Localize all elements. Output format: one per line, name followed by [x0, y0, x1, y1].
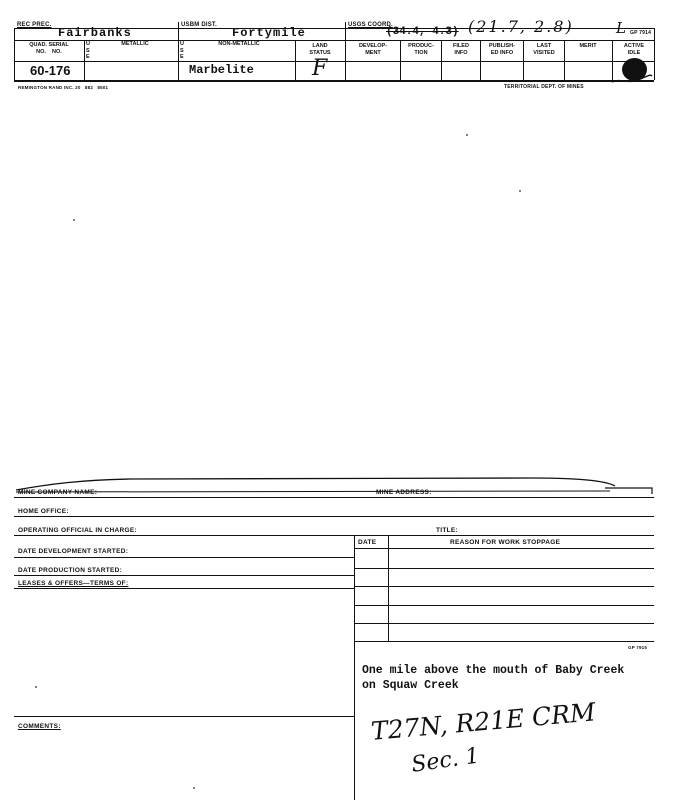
location-line-2: on Squaw Creek [362, 679, 459, 692]
stoppage-rule [354, 623, 654, 624]
speck [519, 190, 521, 192]
last-visited-label: LAST VISITED [533, 43, 555, 56]
dept-line: TERRITORIAL DEPT. OF MINES [504, 84, 584, 90]
coord-struck: (34.4, 4.3) [386, 26, 459, 38]
date-column-label: DATE [358, 539, 377, 546]
speck [466, 134, 468, 136]
leases-label: LEASES & OFFERS—TERMS OF: [18, 580, 129, 587]
divider [14, 28, 15, 80]
active-idle-label: ACTIVE IDLE [623, 43, 645, 56]
land-status-label: LAND STATUS [309, 43, 331, 56]
dev-started-label: DATE DEVELOPMENT STARTED: [18, 548, 129, 555]
divider [84, 40, 85, 80]
location-line-1: One mile above the mouth of Baby Creek [362, 664, 625, 677]
rule [14, 497, 654, 498]
published-info-label: PUBLISH- ED INFO [489, 43, 515, 56]
quad-serial-value: 60-176 [30, 63, 71, 78]
coord-handwritten: (21.7, 2.8) [468, 17, 574, 36]
nonmetallic-label: NON-METALLIC [218, 41, 260, 47]
corner-handwritten: L [616, 19, 626, 37]
metallic-label: METALLIC [121, 41, 149, 47]
divider [441, 40, 442, 80]
comments-rule [14, 716, 354, 717]
mine-company-label: MINE COMPANY NAME: [18, 489, 98, 496]
filed-info-label: FILED INFO [453, 43, 469, 56]
prod-started-label: DATE PRODUCTION STARTED: [18, 567, 123, 574]
bottom-rule [14, 80, 654, 82]
speck [193, 787, 195, 789]
rule [14, 575, 354, 576]
operating-official-label: OPERATING OFFICIAL IN CHARGE: [18, 527, 137, 534]
nonmetallic-value: Marbelite [189, 63, 254, 77]
top-form-number: GP 7914 [630, 30, 652, 36]
production-label: PRODUC- TION [408, 43, 434, 56]
rule [14, 535, 654, 536]
quad-serial-label: QUAD. SERIAL NO. NO. [29, 42, 69, 55]
speck [73, 219, 75, 221]
use-letters: U S E [86, 41, 90, 60]
usgs-coord-label: USGS COORD. [348, 22, 393, 28]
title-label: TITLE: [436, 527, 459, 534]
development-label: DEVELOP- MENT [358, 43, 388, 56]
stoppage-rule [354, 586, 654, 587]
stoppage-rule [354, 605, 654, 606]
speck [35, 686, 37, 688]
stoppage-rule [354, 548, 654, 549]
handwritten-location: T27N, R21E CRM [369, 697, 597, 746]
rule [14, 588, 354, 589]
divider [178, 22, 179, 80]
mid-rule [14, 61, 654, 62]
land-status-value: F [312, 56, 328, 81]
bottom-form-number: GP 7915 [628, 645, 648, 650]
card-edge [10, 472, 660, 496]
stoppage-rule [354, 641, 654, 642]
usbm-dist-value: Fortymile [232, 26, 306, 40]
divider [400, 40, 401, 80]
divider [523, 40, 524, 80]
rec-prec-label: REC PREC. [17, 22, 52, 28]
mine-address-label: MINE ADDRESS: [376, 489, 432, 496]
divider [295, 40, 296, 80]
handwritten-section: Sec. 1 [409, 743, 482, 778]
active-marker-stroke [608, 60, 654, 90]
stoppage-divider [388, 535, 389, 641]
reason-column-label: REASON FOR WORK STOPPAGE [450, 539, 561, 546]
rec-prec-value: Fairbanks [58, 26, 132, 40]
divider [480, 40, 481, 80]
stoppage-divider [354, 535, 355, 800]
home-office-label: HOME OFFICE: [18, 508, 69, 515]
comments-label: COMMENTS: [18, 723, 61, 730]
divider [654, 28, 655, 80]
rule [14, 516, 654, 517]
divider [564, 40, 565, 80]
stoppage-rule [354, 568, 654, 569]
merit-label: MERIT [579, 43, 597, 49]
printer-line: REMINGTON RAND INC. 20 882 8501 [18, 85, 109, 90]
use-letters: U S E [180, 41, 184, 60]
usbm-dist-label: USBM DIST. [181, 22, 218, 28]
rule [14, 557, 354, 558]
divider [345, 22, 346, 80]
